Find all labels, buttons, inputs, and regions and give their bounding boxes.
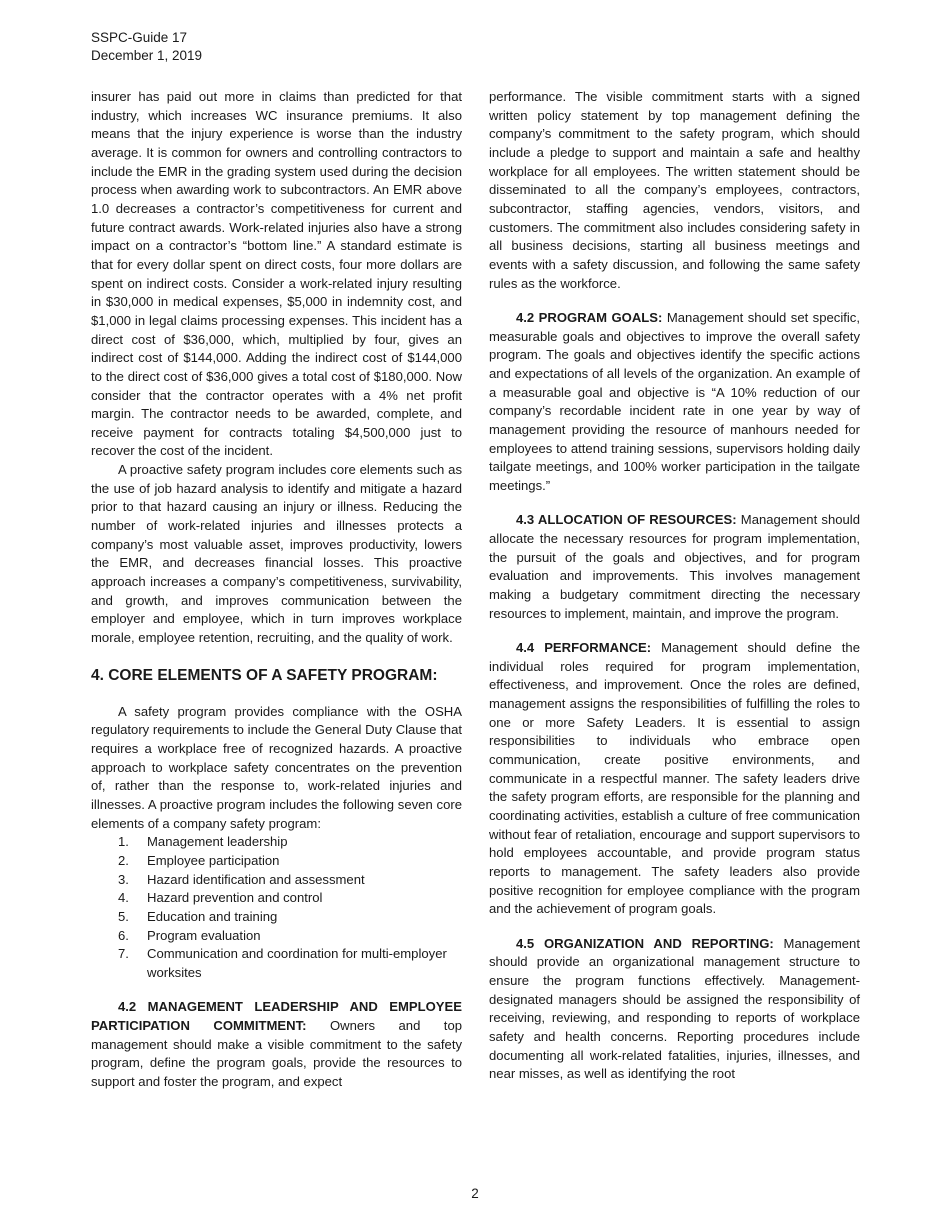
section-heading: 4. CORE ELEMENTS OF A SAFETY PROGRAM: (91, 666, 438, 684)
subsection-heading: 4.4 PERFORMANCE: (516, 640, 652, 656)
list-item: 2. Employee participation (118, 852, 280, 868)
paragraph-performance: 4.4 PERFORMANCE: Management should define the individual roles required for program implementation, effectiveness, and improvement. Once the roles are defined, management assigns the responsibilities of fulfilling the roles to one or more Safety Leaders. It is essential to assign responsibilities to individuals who embrace open communication, create positive environments, and communicate in a respectful manner. The safety leaders drive the safety program efforts, are responsible for the planning and coordinating activities, establish a culture of free communication without fear of retaliation, encourage and support supervisors to hold employees accountable, and provide program status reports to management. The safety leaders also provide positive recognition for employee compliance with the program and the achievement of program goals. (489, 640, 860, 917)
list-item: 7. Communication and coordination for multi-employer worksites (118, 946, 447, 980)
list-item: 4. Hazard prevention and control (118, 890, 323, 906)
left-column (91, 88, 462, 1092)
paragraph-safety-program: A safety program provides compliance with the OSHA regulatory requirements to include the General Duty Clause that requires a workplace free of recognized hazards. A proactive approach to workplace safety concentrates on the prevention of, rather than the response to, work-related injuries and illnesses. A proactive program includes the following seven core elements of a company safety program: (91, 703, 462, 831)
subsection-heading: 4.2 MANAGEMENT LEADERSHIP AND EMPLOYEE PARTICIPATION COMMITMENT: (91, 999, 462, 1033)
list-item: 1. Management leadership (118, 834, 288, 850)
paragraph-proactive: A proactive safety program includes core elements such as the use of job hazard analysis to identify and mitigate a hazard prior to that hazard causing an injury or illness. Reducing the number of work-related injuries and illnesses protects a company’s most valuable asset, improves productivity, lowers the EMR, and decreases financial losses. This proactive approach increases a company’s competitiveness, survivability, and growth, and improves communication between the employer and employee, which in turn improves workplace morale, employee retention, recruiting, and the quality of work. (91, 462, 462, 646)
subsection-heading: 4.5 ORGANIZATION AND REPORTING: (516, 935, 774, 951)
page-header (91, 29, 202, 65)
list-item: 5. Education and training (118, 908, 278, 924)
paragraph-organization: 4.5 ORGANIZATION AND REPORTING: Management should provide an organizational management structure to ensure the program functions effectively. Management-designated managers should be assigned the responsibility of receiving, reviewing, and responding to reports of workplace safety and health concerns. Reporting procedures include documenting all work-related fatalities, injuries, illnesses, and near misses, as well as identifying the root (489, 935, 860, 1082)
subsection-heading: 4.3 ALLOCATION OF RESOURCES: (516, 512, 737, 528)
list-item: 3. Hazard identification and assessment (118, 871, 365, 887)
paragraph-commitment: performance. The visible commitment starts with a signed written policy statement by top management defining the company’s commitment to the safety program, which should include a pledge to support and maintain a safe and healthy workplace for all employees. The written statement should be disseminated to all the company’s employees, contractors, subcontractor, staffing agencies, vendors, visitors, and customers. The commitment also includes considering safety in all business decisions, starting all business meetings and events with a safety discussion, and following the same safety rules as the workforce. (489, 89, 860, 291)
paragraph-management-leadership: 4.2 MANAGEMENT LEADERSHIP AND EMPLOYEE PARTICIPATION COMMITMENT: Owners and top management should make a visible commitment to the safety program, define the program goals, provide the resources to support and foster the program, and expect (91, 999, 463, 1089)
list-item: 6. Program evaluation (118, 927, 261, 943)
subsection-heading: 4.2 PROGRAM GOALS: (516, 310, 663, 326)
core-elements-list (91, 833, 462, 982)
guide-title: SSPC-Guide 17 (91, 30, 188, 45)
paragraph-emr: insurer has paid out more in claims than predicted for that industry, which increases WC insurance premiums. It also means that the injury experience is worse than the industry average. It is common for owners and controlling contractors to include the EMR in the grading system used during the decision process when awarding work to subcontractors. An EMR above 1.0 decreases a contractor’s competitiveness for current and future contract awards. Work-related injuries also have a strong impact on a contractor’s “bottom line.” A standard estimate is that for every dollar spent on direct costs, four more dollars are spent on indirect costs. Consider a work-related injury resulting in $30,000 in medical expenses, $5,000 in indemnity cost, and $1,000 in legal claims processing expenses. This incident has a direct cost of $36,000, which, multiplied by four, gives an indirect cost of $144,000. Adding the indirect cost of $144,000 to the direct cost of $36,000 gives a total cost of $180,000. Now consider that the contractor operates with a 4% net profit margin. The contractor needs to be awarded, complete, and receive payment for contracts totaling $4,500,000 just to recover the cost of the incident. (91, 89, 462, 459)
right-column (489, 88, 860, 1084)
paragraph-program-goals: 4.2 PROGRAM GOALS: Management should set specific, measurable goals and objectives to improve the overall safety program. The goals and objectives identify the specific actions and expectations of all levels of the organization. An example of a measurable goal and objective is “A 10% reduction of our company’s recordable incident rate in one year by way of management providing the resource of manhours needed for employees to attend training sessions, supervisors holding daily tailgate meetings, and 100% worker participation in the tailgate meetings.” (489, 310, 860, 493)
page-number: 2 (471, 1186, 479, 1201)
paragraph-allocation: 4.3 ALLOCATION OF RESOURCES: Management should allocate the necessary resources for program implementation, the pursuit of the goals and objectives, and for program evaluation and improvements. This involves management making a budgetary commitment directing the necessary resources to implement, maintain, and improve the program. (489, 512, 860, 621)
guide-date: December 1, 2019 (91, 48, 203, 63)
